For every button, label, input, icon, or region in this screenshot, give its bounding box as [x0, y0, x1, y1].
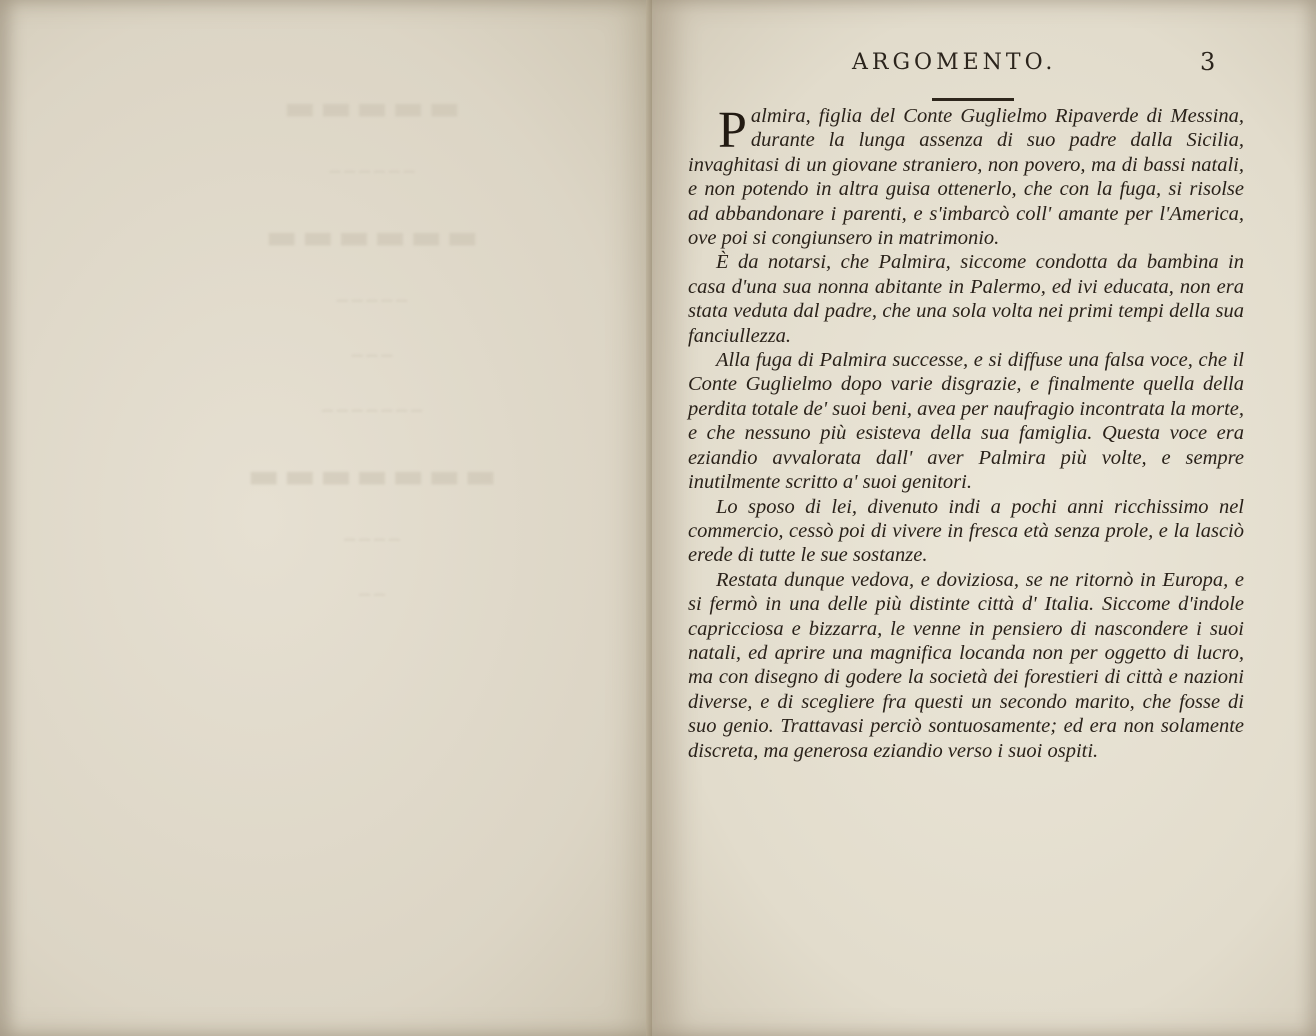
paragraph-2: È da notarsi, che Palmira, siccome condotta da bambina in casa d'una sua nonna abitante in Palermo, ed ivi educata, non era stata veduta dal padre, che una sola volta nei primi tempi della sua fanciullezza.	[688, 251, 1244, 347]
paragraph-4: Lo sposo di lei, divenuto indi a pochi anni ricchissimo nel commercio, cessò poi di vivere in fresca età senza prole, e la lasciò erede di tutte le sue sostanze.	[688, 495, 1244, 567]
body-text	[688, 104, 1244, 763]
page-number: 3	[1200, 48, 1216, 76]
paragraph-3: Alla fuga di Palmira successe, e si diffuse una falsa voce, che il Conte Guglielmo dopo varie disgrazie, e finalmente quella della perdita totale de' suoi beni, avea per naufragio incontrata la morte, e che nessuno più esisteva della sua famiglia. Questa voce era eziandio avvalorata dall' aver Palmira più volte, e sempre inutilmente scritto a' suoi genitori.	[688, 349, 1244, 494]
show-through-bleed: ▬▬▬▬▬ ────── ▬▬▬▬▬▬ ───── ─── ─────── ▬▬▬▬▬▬▬ ──── ──	[243, 88, 497, 606]
drop-cap: P	[718, 102, 747, 159]
title-rule	[932, 98, 1014, 101]
paragraph-1-text: almira, figlia del Conte Guglielmo Ripaverde di Messina, durante la lunga assenza di suo padre dalla Sicilia, invaghitasi di un giovane straniero, non povero, ma di bassi natali, e non potendo in altra guisa ottenerlo, che con la fuga, si risolse ad abbandonare i parenti, e s'imbarcò coll' amante per l'America, ove poi si congiunsero in matrimonio.	[688, 105, 1244, 250]
running-title: ARGOMENTO.	[852, 50, 1057, 75]
paragraph-1	[688, 104, 1244, 250]
paragraph-5: Restata dunque vedova, e doviziosa, se ne ritornò in Europa, e si fermò in una delle più distinte città d' Italia. Siccome d'indole capricciosa e bizzarra, le venne in pensiero di nascondere i suoi natali, ed aprire una magnifica locanda non per oggetto di lucro, ma con disegno di godere la società dei forestieri di città e nazioni diverse, e di scegliere fra questi un secondo marito, che fosse di suo genio. Trattavasi perciò sontuosamente; ed era non solamente discreta, ma generosa eziandio verso i suoi ospiti.	[688, 568, 1244, 762]
left-page-verso	[0, 0, 652, 1036]
